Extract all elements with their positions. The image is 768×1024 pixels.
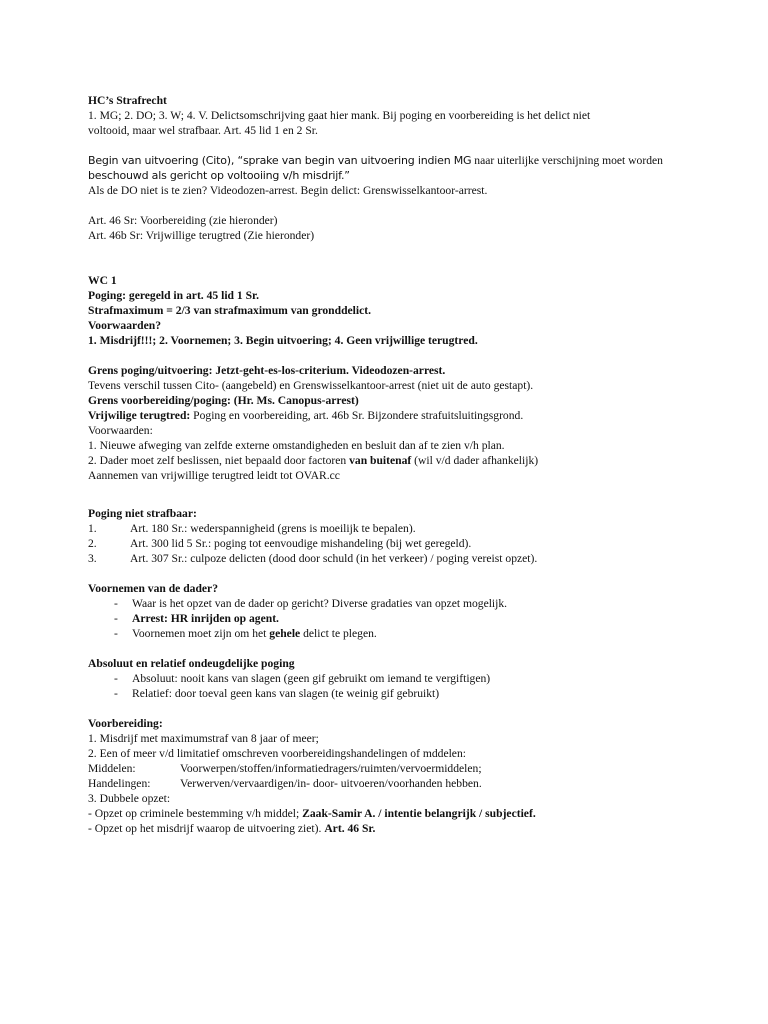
- list-item: [88, 536, 728, 551]
- cito-line-1: [88, 153, 728, 168]
- intro-line-1: 1. MG; 2. DO; 3. W; 4. V. Delictsomschrijving gaat hier mank. Bij poging en voorbereiding is het delict niet: [88, 109, 591, 122]
- voorwaarde-2: [88, 453, 728, 468]
- handelingen-text: Verwerven/vervaardigen/in- door- uitvoeren/voorhanden hebben.: [180, 777, 482, 790]
- wc-line-1: Poging: geregeld in art. 45 lid 1 Sr.: [88, 289, 260, 302]
- cito-quote-rest: naar uiterlijke verschijning moet worden: [471, 154, 663, 167]
- poging-niet-strafbaar-heading: Poging niet strafbaar:: [88, 507, 197, 520]
- list-text: Art. 300 lid 5 Sr.: poging tot eenvoudige mishandeling (bij wet geregeld).: [130, 537, 472, 550]
- dash-bullet: -: [114, 627, 118, 640]
- list-item: [88, 521, 728, 536]
- intro-line-2: voltooid, maar wel strafbaar. Art. 45 lid 1 en 2 Sr.: [88, 124, 318, 137]
- middelen-label: Middelen:: [88, 762, 136, 775]
- handelingen-row: [88, 776, 728, 791]
- grens-heading: Grens poging/uitvoering: Jetzt-geht-es-los-criterium. Videodozen-arrest.: [88, 364, 446, 377]
- list-item: [88, 671, 728, 686]
- vt-text: Poging en voorbereiding, art. 46b Sr. Bijzondere strafuitsluitingsgrond.: [190, 409, 524, 422]
- list-item: [88, 596, 728, 611]
- item-post: delict te plegen.: [300, 627, 377, 640]
- middelen-text: Voorwerpen/stoffen/informatiedragers/ruimten/vervoermiddelen;: [180, 762, 482, 775]
- voorbereiding-line-2: 2. Een of meer v/d limitatief omschreven voorbereidingshandelingen of mddelen:: [88, 747, 466, 760]
- list-text: [132, 626, 377, 641]
- wc-line-4: 1. Misdrijf!!!; 2. Voornemen; 3. Begin uitvoering; 4. Geen vrijwillige terugtred.: [88, 334, 478, 347]
- item-pre: Voornemen moet zijn om het: [132, 627, 270, 640]
- voorbereiding-line-1: 1. Misdrijf met maximumstraf van 8 jaar of meer;: [88, 732, 319, 745]
- wc-heading: WC 1: [88, 274, 117, 287]
- dash-bullet: -: [114, 687, 118, 700]
- dash-bullet: -: [114, 612, 118, 625]
- voornemen-heading: Voornemen van de dader?: [88, 582, 219, 595]
- voorbereiding-line-5: [88, 821, 728, 836]
- list-number: 2.: [88, 537, 97, 550]
- item-bold: gehele: [269, 627, 301, 640]
- line-pre: - Opzet op het misdrijf waarop de uitvoering ziet).: [88, 822, 325, 835]
- wc-line-3: Voorwaarden?: [88, 319, 161, 332]
- cito-quote-start: Begin van uitvoering (Cito), “sprake van begin van uitvoering indien MG: [88, 154, 472, 167]
- list-text: Waar is het opzet van de dader op gericht? Diverse gradaties van opzet mogelijk.: [132, 597, 508, 610]
- list-text: Art. 180 Sr.: wederspannigheid (grens is moeilijk te bepalen).: [130, 522, 416, 535]
- list-text: Absoluut: nooit kans van slagen (geen gif gebruikt om iemand te vergiftigen): [132, 672, 491, 685]
- list-text: Art. 307 Sr.: culpoze delicten (dood door schuld (in het verkeer) / poging vereist opzet).: [130, 552, 538, 565]
- line-bold: Zaak-Samir A. / intentie belangrijk / subjectief.: [302, 807, 536, 820]
- list-text: Relatief: door toeval geen kans van slagen (te weinig gif gebruikt): [132, 687, 440, 700]
- list-number: 3.: [88, 552, 97, 565]
- ondeugdelijk-heading: Absoluut en relatief ondeugdelijke poging: [88, 657, 295, 670]
- ovar-line: Aannemen van vrijwillige terugtred leidt tot OVAR.cc: [88, 469, 340, 482]
- voorbereiding-line-4: [88, 806, 728, 821]
- middelen-row: [88, 761, 728, 776]
- grens-heading-2: Grens voorbereiding/poging: (Hr. Ms. Canopus-arrest): [88, 394, 359, 407]
- line-pre: - Opzet op criminele bestemming v/h middel;: [88, 807, 303, 820]
- handelingen-label: Handelingen:: [88, 777, 151, 790]
- list-item: [88, 551, 728, 566]
- voorwaarde-1: 1. Nieuwe afweging van zelfde externe omstandigheden en besluit dan af te zien v/h plan.: [88, 439, 505, 452]
- cito-line-3: Als de DO niet is te zien? Videodozen-arrest. Begin delict: Grenswisselkantoor-arrest.: [88, 184, 488, 197]
- vrijwillige-terugtred: [88, 408, 728, 423]
- line-bold: Art. 46 Sr.: [324, 822, 376, 835]
- grens-line-1: Tevens verschil tussen Cito- (aangebeld) en Grenswisselkantoor-arrest (niet uit de auto gestapt).: [88, 379, 534, 392]
- document-title: HC’s Strafrecht: [88, 94, 167, 107]
- voorwaarde-2-post: (wil v/d dader afhankelijk): [411, 454, 539, 467]
- list-text: Arrest: HR inrijden op agent.: [132, 612, 279, 625]
- voorbereiding-heading: Voorbereiding:: [88, 717, 163, 730]
- voorbereiding-line-3: 3. Dubbele opzet:: [88, 792, 171, 805]
- dash-bullet: -: [114, 672, 118, 685]
- wc-line-2: Strafmaximum = 2/3 van strafmaximum van gronddelict.: [88, 304, 372, 317]
- list-item: [88, 686, 728, 701]
- list-item: [88, 611, 728, 626]
- article-46b: Art. 46b Sr: Vrijwillige terugtred (Zie hieronder): [88, 229, 315, 242]
- voorwaarde-2-bold: van buitenaf: [349, 454, 412, 467]
- voorwaarde-2-pre: 2. Dader moet zelf beslissen, niet bepaald door factoren: [88, 454, 350, 467]
- cito-line-2: beschouwd als gericht op voltooiing v/h misdrijf.”: [88, 169, 350, 182]
- article-46: Art. 46 Sr: Voorbereiding (zie hieronder): [88, 214, 278, 227]
- voorwaarden-label: Voorwaarden:: [88, 424, 153, 437]
- list-item: [88, 626, 728, 641]
- vt-label: Vrijwilige terugtred:: [88, 409, 191, 422]
- list-number: 1.: [88, 522, 97, 535]
- dash-bullet: -: [114, 597, 118, 610]
